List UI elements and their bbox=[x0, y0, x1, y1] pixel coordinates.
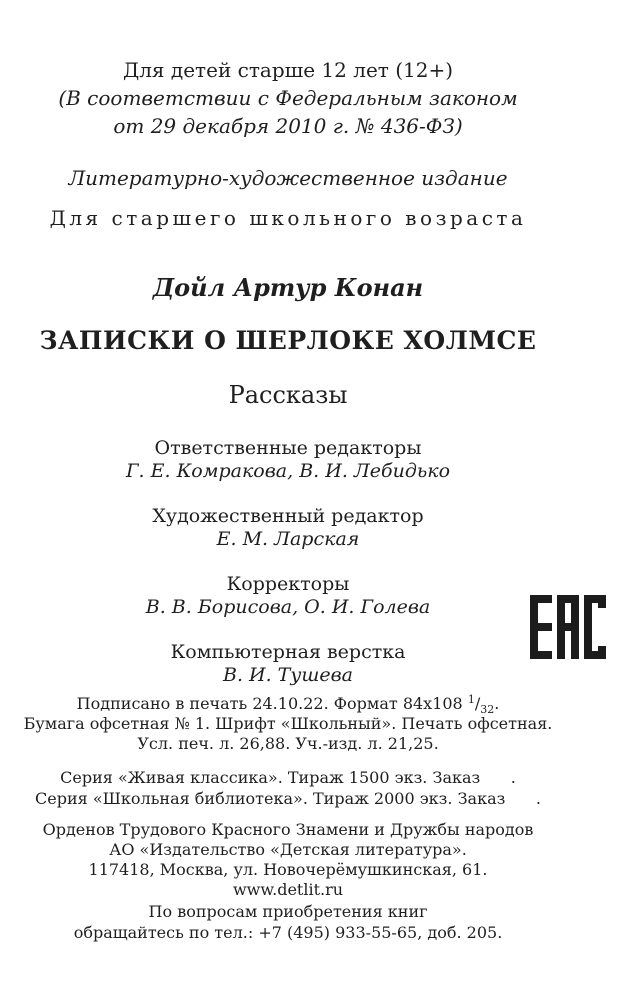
fraction-numerator: 1 bbox=[467, 693, 475, 706]
series-line: Серия «Школьная библиотека». Тираж 2000 экз. Заказ . bbox=[35, 789, 541, 808]
contact-line: По вопросам приобретения книг bbox=[148, 902, 428, 921]
staff-group-layout bbox=[0, 641, 576, 687]
sheets-line: Усл. печ. л. 26,88. Уч.-изд. л. 21,25. bbox=[137, 734, 439, 753]
book-title: ЗАПИСКИ О ШЕРЛОКЕ ХОЛМСЕ bbox=[39, 326, 537, 355]
age-restriction-line: Для детей старше 12 лет (12+) bbox=[122, 58, 454, 82]
eac-conformity-mark bbox=[530, 595, 606, 659]
publisher-address-line: 117418, Москва, ул. Новочерёмушкинская, 61. bbox=[88, 860, 488, 879]
book-subtitle: Рассказы bbox=[228, 381, 348, 409]
series-line: Серия «Живая классика». Тираж 1500 экз. Заказ . bbox=[60, 768, 516, 787]
format-line: Подписано в печать 24.10.22. Формат 84х108 $^1/_{32}$. bbox=[76, 693, 500, 716]
series-print-runs bbox=[0, 767, 576, 809]
staff-role: Ответственные редакторы bbox=[154, 437, 422, 459]
federal-law-line: (В соответствии с Федеральным законом bbox=[58, 86, 518, 110]
fraction-denominator: 32 bbox=[480, 703, 495, 716]
staff-names: Е. М. Ларская bbox=[216, 528, 360, 550]
staff-group-executive-editors bbox=[0, 437, 576, 483]
federal-law-line: от 29 декабря 2010 г. № 436-ФЗ) bbox=[113, 114, 463, 138]
publisher-honors-line: Орденов Трудового Красного Знамени и Дружбы народов bbox=[42, 820, 534, 839]
print-details bbox=[0, 694, 576, 754]
staff-names: Г. Е. Комракова, В. И. Лебидько bbox=[125, 460, 451, 482]
publisher-info bbox=[0, 820, 576, 900]
staff-role: Компьютерная верстка bbox=[170, 641, 406, 663]
fraction-slash: / bbox=[474, 694, 481, 713]
staff-names: В. В. Борисова, О. И. Голева bbox=[145, 596, 431, 618]
staff-role: Корректоры bbox=[226, 573, 350, 595]
staff-group-art-editor bbox=[0, 505, 576, 551]
publisher-website: www.detlit.ru bbox=[232, 880, 344, 899]
purchase-contact bbox=[0, 901, 576, 943]
publisher-name-line: АО «Издательство «Детская литература». bbox=[109, 840, 467, 859]
staff-credits bbox=[0, 437, 576, 709]
edition-type: Литературно-художественное издание bbox=[68, 166, 508, 190]
paper-font-line: Бумага офсетная № 1. Шрифт «Школьный». Печать офсетная. bbox=[23, 714, 553, 733]
staff-names: В. И. Тушева bbox=[222, 664, 353, 686]
audience-note: Для старшего школьного возраста bbox=[49, 206, 527, 230]
staff-group-proofreaders bbox=[0, 573, 576, 619]
eac-icon bbox=[530, 595, 606, 659]
age-restriction-notice bbox=[0, 56, 576, 140]
author-name: Дойл Артур Конан bbox=[152, 273, 424, 302]
contact-phone-line: обращайтесь по тел.: +7 (495) 933-55-65, доб. 205. bbox=[73, 923, 503, 942]
staff-role: Художественный редактор bbox=[152, 505, 424, 527]
